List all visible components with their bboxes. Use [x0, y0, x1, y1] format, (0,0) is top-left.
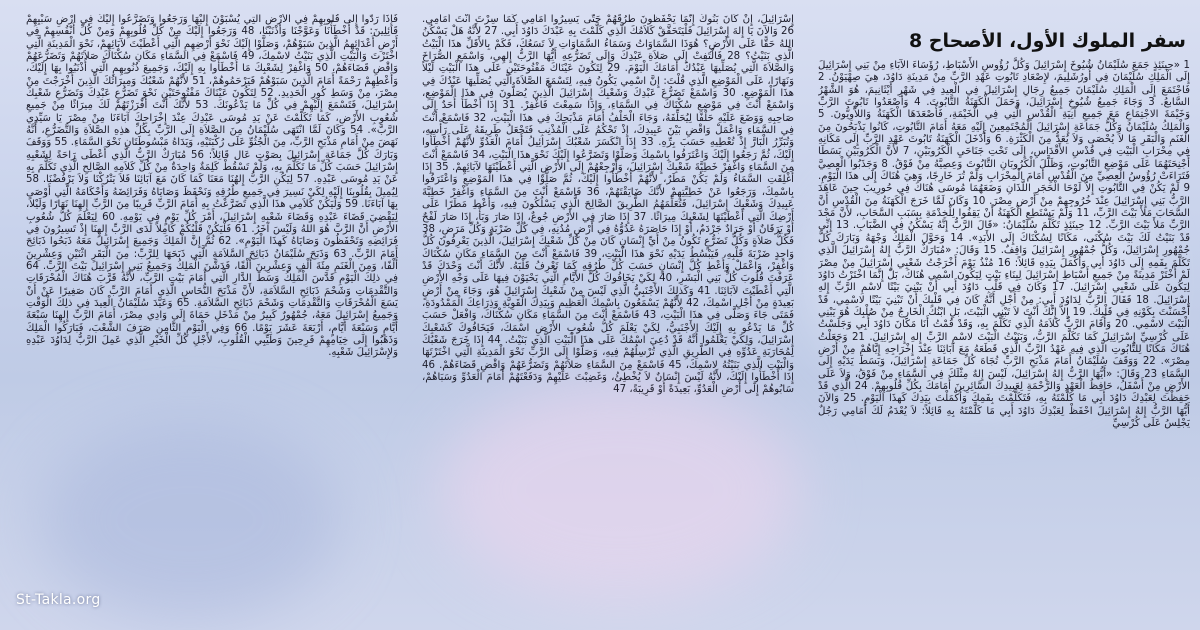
text-column-middle — [422, 14, 794, 624]
chapter-text-part-3: فَإِذَا رَدُّوا إِلَى قُلُوبِهِمْ فِي الأَرْضِ الَّتِي يُسْبَوْنَ إِلَيْهَا وَرَجَعُوا وَتَضَرَّعُوا إِلَيْكَ فِي أَرْضِ سَبْيِهِمْ قَائِلِينَ: قَدْ أَخْطَأْنَا وَعَوَّجْنَا وَأَذْنَبْنَا، 48 وَرَجَعُوا إِلَيْكَ مِنْ كُلِّ قُلُوبِهِمْ وَمِنْ كُلِّ أَنْفُسِهِمْ فِي أَرْضِ أَعْدَائِهِمُ الَّذِينَ سَبَوْهُمْ، وَصَلَّوْا إِلَيْكَ نَحْوَ أَرْضِهِمِ الَّتِي أَعْطَيْتَ لآبَائِهِمْ، نَحْوَ الْمَدِينَةِ الَّتِي اخْتَرْتَ وَالْبَيْتِ الَّذِي بَنَيْتُ لاسْمِكَ، 49 فَاسْمَعْ فِي السَّمَاءِ مَكَانِ سُكْنَاكَ صَلاَتَهُمْ وَتَضَرُّعَهُمْ وَاقْضِ قَضَاءَهُمْ، 50 وَاغْفِرْ لِشَعْبِكَ مَا أَخْطَأُوا بِهِ إِلَيْكَ، وَجَمِيعَ ذُنُوبِهِمِ الَّتِي أَذْنَبُوا بِهَا إِلَيْكَ، وَأَعْطِهِمْ رَحْمَةً أَمَامَ الَّذِينَ سَبَوْهُمْ فَيَرْحَمُوهُمْ، 51 لأَنَّهُمْ شَعْبُكَ وَمِيرَاثُكَ الَّذِينَ أَخْرَجْتَ مِنْ مِصْرَ، مِنْ وَسَطِ كُورِ الْحَدِيدِ. 52 لِتَكُونَ عَيْنَاكَ مَفْتُوحَتَيْنِ نَحْوَ تَضَرُّعِ عَبْدِكَ وَتَضَرُّعِ شَعْبِكَ إِسْرَائِيلَ، فَتَسْمَعَ إِلَيْهِمْ فِي كُلِّ مَا يَدْعُونَكَ. 53 لأَنَّكَ أَنْتَ أَفْرَزْتَهُمْ لَكَ مِيرَاثًا مِنْ جَمِيعِ شُعُوبِ الأَرْضِ، كَمَا تَكَلَّمْتَ عَنْ يَدِ مُوسَى عَبْدِكَ عِنْدَ إِخْرَاجِكَ آبَاءَنَا مِنْ مِصْرَ يَا سَيِّدِي الرَّبَّ». 54 وَكَانَ لَمَّا انْتَهَى سُلَيْمَانُ مِنَ الصَّلاَةِ إِلَى الرَّبِّ بِكُلِّ هذِهِ الصَّلاَةِ وَالتَّضَرُّعِ، أَنَّهُ نَهَضَ مِنْ أَمَامِ مَذْبَحِ الرَّبِّ، مِنَ الْجُثُوِّ عَلَى رُكْبَتَيْهِ، وَيَدَاهُ مَبْسُوطَتَانِ نَحْوَ السَّمَاءِ. 55 وَوَقَفَ وَبَارَكَ كُلَّ جَمَاعَةِ إِسْرَائِيلَ بِصَوْتٍ عَال قَائِلاً: 56 مُبَارَكٌ الرَّبُّ الَّذِي أَعْطَى رَاحَةً لِشَعْبِهِ إِسْرَائِيلَ حَسَبَ كُلِّ مَا تَكَلَّمَ بِهِ، وَلَمْ تَسْقُطْ كَلِمَةٌ وَاحِدَةٌ مِنْ كُلِّ كَلاَمِهِ الصَّالِحِ الَّذِي تَكَلَّمَ بِهِ عَنْ يَدِ مُوسَى عَبْدِهِ. 57 لِيَكُنِ الرَّبُّ إِلهُنَا مَعَنَا كَمَا كَانَ مَعَ آبَائِنَا فَلاَ يَتْرُكْنَا وَلاَ يَرْفُضْنَا. 58 لِيُمِيلَ بِقُلُوبِنَا إِلَيْهِ لِكَيْ نَسِيرَ فِي جَمِيعِ طُرُقِهِ وَنَحْفَظَ وَصَايَاهُ وَفَرَائِضَهُ وَأَحْكَامَهُ الَّتِي أَوْصَى بِهَا آبَاءَنَا. 59 وَلْيَكُنْ كَلاَمِي هذَا الَّذِي تَضَرَّعْتُ بِهِ أَمَامَ الرَّبِّ قَرِيبًا مِنَ الرَّبِّ إِلهِنَا نَهَارًا وَلَيْلاً، لِيَقْضِيَ قَضَاءَ عَبْدِهِ وَقَضَاءَ شَعْبِهِ إِسْرَائِيلَ، أَمْرَ كُلِّ يَوْمٍ فِي يَوْمِهِ. 60 لِيَعْلَمَ كُلُّ شُعُوبِ الأَرْضِ أَنَّ الرَّبَّ هُوَ اللهُ وَلَيْسَ آخَرُ. 61 فَلْيَكُنْ قَلْبُكُمْ كَامِلاً لَدَى الرَّبِّ إِلهِنَا إِذْ تَسِيرُونَ فِي فَرَائِضِهِ وَتَحْفَظُونَ وَصَايَاهُ كَهذَا الْيَوْمِ». 62 ثُمَّ إِنَّ الْمَلِكَ وَجَمِيعَ إِسْرَائِيلَ مَعَهُ ذَبَحُوا ذَبَائِحَ أَمَامَ الرَّبِّ. 63 وَذَبَحَ سُلَيْمَانُ ذَبَائِحَ السَّلاَمَةِ الَّتِي ذَبَحَهَا لِلرَّبِّ: مِنَ الْبَقَرِ اثْنَيْنِ وَعِشْرِينَ أَلْفًا، وَمِنَ الْغَنَمِ مِئَةَ أَلْفٍ وَعِشْرِينَ أَلْفًا، فَدَشَّنَ الْمَلِكُ وَجَمِيعُ بَنِي إِسْرَائِيلَ بَيْتَ الرَّبِّ. 64 فِي ذلِكَ الْيَوْمِ قَدَّسَ الْمَلِكُ وَسَطَ الدَّارِ الَّتِي أَمَامَ بَيْتِ الرَّبِّ، لأَنَّهُ قَرَّبَ هُنَاكَ الْمُحْرَقَاتِ وَالتَّقْدِمَاتِ وَشَحْمَ ذَبَائِحِ السَّلاَمَةِ، لأَنَّ مَذْبَحَ النُّحَاسِ الَّذِي أَمَامَ الرَّبِّ كَانَ صَغِيرًا عَنْ أَنْ يَسَعَ الْمُحْرَقَاتِ وَالتَّقْدِمَاتِ وَشَحْمَ ذَبَائِحِ السَّلاَمَةِ. 65 وَعَيَّدَ سُلَيْمَانُ الْعِيدَ فِي ذلِكَ الْوَقْتِ وَجَمِيعُ إِسْرَائِيلَ مَعَهُ، جُمْهُورٌ كَبِيرٌ مِنْ مَدْخَلِ حَمَاةَ إِلَى وَادِي مِصْرَ، أَمَامَ الرَّبِّ إِلهِنَا سَبْعَةَ أَيَّامٍ وَسَبْعَةَ أَيَّامٍ، أَرْبَعَةَ عَشَرَ يَوْمًا. 66 وَفِي الْيَوْمِ الثَّامِنِ صَرَفَ الشَّعْبَ، فَبَارَكُوا الْمَلِكَ وَذَهَبُوا إِلَى خِيَامِهِمْ فَرِحِينَ وَطَيِّبِي الْقُلُوبِ، لأَجْلِ كُلِّ الْخَيْرِ الَّذِي عَمِلَ الرَّبُّ لِدَاوُدَ عَبْدِهِ وَلإِسْرَائِيلَ شَعْبِهِ. — [26, 14, 398, 359]
chapter-text-part-2: إِسْرَائِيلَ، إِنْ كَانَ بَنُوكَ إِنَّمَا يَحْفَظُونَ طُرُقَهُمْ حَتَّى يَسِيرُوا أَمَامِي كَمَا سِرْتَ أَنْتَ أَمَامِي. 26 وَالآنَ يَا إِلهَ إِسْرَائِيلَ فَلْيَتَحَقَّقْ كَلاَمُكَ الَّذِي كَلَّمْتَ بِهِ عَبْدَكَ دَاوُدَ أَبِي. 27 لأَنَّهُ هَلْ يَسْكُنُ اللهُ حَقًّا عَلَى الأَرْضِ؟ هُوَذَا السَّمَاوَاتُ وَسَمَاءُ السَّمَاوَاتِ لاَ تَسَعُكَ، فَكَمْ بِالأَقَلِّ هذَا الْبَيْتُ الَّذِي بَنَيْتُ؟ 28 فَالْتَفِتْ إِلَى صَلاَةِ عَبْدِكَ وَإِلَى تَضَرُّعِهِ أَيُّهَا الرَّبُّ إِلهِي، وَاسْمَعِ الصُّرَاخَ وَالصَّلاَةَ الَّتِي يُصَلِّيهَا عَبْدُكَ أَمَامَكَ الْيَوْمَ. 29 لِتَكُونَ عَيْنَاكَ مَفْتُوحَتَيْنِ عَلَى هذَا الْبَيْتِ لَيْلاً وَنَهَارًا، عَلَى الْمَوْضِعِ الَّذِي قُلْتَ: إِنَّ اسْمِي يَكُونُ فِيهِ، لِتَسْمَعَ الصَّلاَةَ الَّتِي يُصَلِّيهَا عَبْدُكَ فِي هذَا الْمَوْضِعِ. 30 وَاسْمَعْ تَضَرُّعَ عَبْدِكَ وَشَعْبِكَ إِسْرَائِيلَ الَّذِينَ يُصَلُّونَ فِي هذَا الْمَوْضِعِ، وَاسْمَعْ أَنْتَ فِي مَوْضِعِ سُكْنَاكَ فِي السَّمَاءِ، وَإِذَا سَمِعْتَ فَاغْفِرْ. 31 إِذَا أَخْطَأَ أَحَدٌ إِلَى صَاحِبِهِ وَوَضَعَ عَلَيْهِ حَلْفًا لِيُحَلِّفَهُ، وَجَاءَ الْحَلْفُ أَمَامَ مَذْبَحِكَ فِي هذَا الْبَيْتِ، 32 فَاسْمَعْ أَنْتَ فِي السَّمَاءِ وَاعْمَلْ وَاقْضِ بَيْنَ عَبِيدِكَ، إِذْ تَحْكُمُ عَلَى الْمُذْنِبِ فَتَجْعَلُ طَرِيقَهُ عَلَى رَأْسِهِ، وَتُبَرِّرُ الْبَارَّ إِذْ تُعْطِيهِ حَسَبَ بِرِّهِ. 33 إِذَا انْكَسَرَ شَعْبُكَ إِسْرَائِيلُ أَمَامَ الْعَدُوِّ لأَنَّهُمْ أَخْطَأُوا إِلَيْكَ، ثُمَّ رَجَعُوا إِلَيْكَ وَاعْتَرَفُوا بِاسْمِكَ وَصَلَّوْا وَتَضَرَّعُوا إِلَيْكَ نَحْوَ هذَا الْبَيْتِ، 34 فَاسْمَعْ أَنْتَ مِنَ السَّمَاءِ وَاغْفِرْ خَطِيَّةَ شَعْبِكَ إِسْرَائِيلَ، وَأَرْجِعْهُمْ إِلَى الأَرْضِ الَّتِي أَعْطَيْتَهَا لآبَائِهِمْ. 35 إِذَا أُغْلِقَتِ السَّمَاءُ وَلَمْ يَكُنْ مَطَرٌ، لأَنَّهُمْ أَخْطَأُوا إِلَيْكَ، ثُمَّ صَلَّوْا فِي هذَا الْمَوْضِعِ وَاعْتَرَفُوا بِاسْمِكَ، وَرَجَعُوا عَنْ خَطِيَّتِهِمْ لأَنَّكَ ضَايَقْتَهُمْ، 36 فَاسْمَعْ أَنْتَ مِنَ السَّمَاءِ وَاغْفِرْ خَطِيَّةَ عَبِيدِكَ وَشَعْبِكَ إِسْرَائِيلَ، فَتُعَلِّمَهُمُ الطَّرِيقَ الصَّالِحَ الَّذِي يَسْلُكُونَ فِيهِ، وَأَعْطِ مَطَرًا عَلَى أَرْضِكَ الَّتِي أَعْطَيْتَهَا لِشَعْبِكَ مِيرَاثًا. 37 إِذَا صَارَ فِي الأَرْضِ جُوعٌ، إِذَا صَارَ وَبَأٌ، إِذَا صَارَ لَفْحٌ أَوْ يَرَقَانٌ أَوْ جَرَادٌ جَرْدَمٌ، أَوْ إِذَا حَاصَرَهُ عَدُوُّهُ فِي أَرْضِ مُدُنِهِ، فِي كُلِّ ضَرْبَةٍ وَكُلِّ مَرَضٍ، 38 فَكُلُّ صَلاَةٍ وَكُلُّ تَضَرُّعٍ تَكُونُ مِنْ أَيِّ إِنْسَانٍ كَانَ مِنْ كُلِّ شَعْبِكَ إِسْرَائِيلَ، الَّذِينَ يَعْرِفُونَ كُلُّ وَاحِدٍ ضَرْبَةَ قَلْبِهِ، فَيَبْسُطُ يَدَيْهِ نَحْوَ هذَا الْبَيْتِ، 39 فَاسْمَعْ أَنْتَ مِنَ السَّمَاءِ مَكَانِ سُكْنَاكَ وَاغْفِرْ، وَاعْمَلْ وَأَعْطِ كُلَّ إِنْسَانٍ حَسَبَ كُلِّ طُرُقِهِ كَمَا تَعْرِفُ قَلْبَهُ. لأَنَّكَ أَنْتَ وَحْدَكَ قَدْ عَرَفْتَ قُلُوبَ كُلِّ بَنِي الْبَشَرِ، 40 لِكَيْ يَخَافُوكَ كُلَّ الأَيَّامِ الَّتِي يَحْيَوْنَ فِيهَا عَلَى وَجْهِ الأَرْضِ الَّتِي أَعْطَيْتَ لآبَائِنَا. 41 وَكَذلِكَ الأَجْنَبِيُّ الَّذِي لَيْسَ مِنْ شَعْبِكَ إِسْرَائِيلَ هُوَ، وَجَاءَ مِنْ أَرْضٍ بَعِيدَةٍ مِنْ أَجْلِ اسْمِكَ، 42 لأَنَّهُمْ يَسْمَعُونَ بِاسْمِكَ الْعَظِيمِ وَبِيَدِكَ الْقَوِيَّةِ وَذِرَاعِكَ الْمَمْدُودَةِ، فَمَتَى جَاءَ وَصَلَّى فِي هذَا الْبَيْتِ، 43 فَاسْمَعْ أَنْتَ مِنَ السَّمَاءِ مَكَانِ سُكْنَاكَ، وَافْعَلْ حَسَبَ كُلِّ مَا يَدْعُو بِهِ إِلَيْكَ الأَجْنَبِيُّ، لِكَيْ يَعْلَمَ كُلُّ شُعُوبِ الأَرْضِ اسْمَكَ، فَيَخَافُوكَ كَشَعْبِكَ إِسْرَائِيلَ، وَلِكَيْ يَعْلَمُوا أَنَّهُ قَدْ دُعِيَ اسْمُكَ عَلَى هذَا الْبَيْتِ الَّذِي بَنَيْتُ. 44 إِذَا خَرَجَ شَعْبُكَ لِمُحَارَبَةِ عَدُوِّهِ فِي الطَّرِيقِ الَّذِي تُرْسِلُهُمْ فِيهِ، وَصَلَّوْا إِلَى الرَّبِّ نَحْوَ الْمَدِينَةِ الَّتِي اخْتَرْتَهَا وَالْبَيْتِ الَّذِي بَنَيْتُهُ لاسْمِكَ، 45 فَاسْمَعْ مِنَ السَّمَاءِ صَلاَتَهُمْ وَتَضَرُّعَهُمْ وَاقْضِ قَضَاءَهُمْ. 46 إِذَا أَخْطَأُوا إِلَيْكَ، لأَنَّهُ لَيْسَ إِنْسَانٌ لاَ يُخْطِئُ، وَغَضِبْتَ عَلَيْهِمْ وَدَفَعْتَهُمْ أَمَامَ الْعَدُوِّ وَسَبَاهُمْ، سَابُوهُمْ إِلَى أَرْضِ الْعَدُوِّ، بَعِيدَةً أَوْ قَرِيبَةً، 47 — [422, 14, 794, 396]
chapter-title: سفر الملوك الأول، الأصحاح 8 — [908, 30, 1186, 52]
text-column-right — [818, 6, 1190, 616]
text-column-left — [26, 14, 398, 624]
chapter-text-part-1: 1 «حِينَئِذٍ جَمَعَ سُلَيْمَانُ شُيُوخَ إِسْرَائِيلَ وَكُلَّ رُؤُوسِ الأَسْبَاطِ، رُؤَسَاءَ الآبَاءِ مِنْ بَنِي إِسْرَائِيلَ إِلَى الْمَلِكِ سُلَيْمَانَ فِي أُورُشَلِيمَ، لإِصْعَادِ تَابُوتِ عَهْدِ الرَّبِّ مِنْ مَدِينَةِ دَاوُدَ، هِيَ صِهْيَوْنُ. 2 فَاجْتَمَعَ إِلَى الْمَلِكِ سُلَيْمَانَ جَمِيعُ رِجَالِ إِسْرَائِيلَ فِي الْعِيدِ فِي شَهْرِ أَيْثَانِيمَ، هُوَ الشَّهْرُ السَّابعُ. 3 وَجَاءَ جَمِيعُ شُيُوخِ إِسْرَائِيلَ، وَحَمَلَ الْكَهَنَةُ التَّابُوتَ. 4 وَأَصْعَدُوا تَابُوتَ الرَّبِّ وَخَيْمَةَ الاجْتِمَاعِ مَعَ جَمِيعِ آنِيَةِ الْقُدْسِ الَّتِي فِي الْخَيْمَةِ، فَأَصْعَدَهَا الْكَهَنَةُ وَاللاَّوِيُّونَ. 5 وَالْمَلِكُ سُلَيْمَانُ وَكُلُّ جَمَاعَةِ إِسْرَائِيلَ الْمُجْتَمِعِينَ إِلَيْهِ مَعَهُ أَمَامَ التَّابُوتِ، كَانُوا يَذْبَحُونَ مِنَ الْغَنَمِ وَالْبَقَرِ مَا لاَ يُحْصَى وَلاَ يُعَدُّ مِنَ الْكَثْرَةِ. 6 وَأَدْخَلَ الْكَهَنَةُ تَابُوتَ عَهْدِ الرَّبِّ إِلَى مَكَانِهِ فِي مِحْرَابِ الْبَيْتِ فِي قُدْسِ الأَقْدَاسِ، إِلَى تَحْتِ جَنَاحَيِ الْكَرُوبَيْنِ، 7 لأَنَّ الْكَرُوبَيْنِ بَسَطَا أَجْنِحَتَهُمَا عَلَى مَوْضِعِ التَّابُوتِ، وَظَلَّلَ الْكَرُوبَانِ التَّابُوتَ وَعِصِيَّهُ مِنْ فَوْقُ. 8 وَجَذَبُوا الْعِصِيَّ فَتَرَاءَتْ رُؤُوسُ الْعِصِيِّ مِنَ الْقُدْسِ أَمَامَ الْمِحْرَابِ وَلَمْ تُرَ خَارِجًا، وَهِيَ هُنَاكَ إِلَى هذَا الْيَوْمِ. 9 لَمْ يَكُنْ فِي التَّابُوتِ إِلاَّ لَوْحَا الْحَجَرِ اللَّذَانِ وَضَعَهُمَا مُوسَى هُنَاكَ فِي حُورِيبَ حِينَ عَاهَدَ الرَّبُّ بَنِي إِسْرَائِيلَ عِنْدَ خُرُوجِهِمْ مِنْ أَرْضِ مِصْرَ. 10 وَكَانَ لَمَّا خَرَجَ الْكَهَنَةُ مِنَ الْقُدْسِ أَنَّ السَّحَابَ مَلأَ بَيْتَ الرَّبِّ، 11 وَلَمْ يَسْتَطِعِ الْكَهَنَةُ أَنْ يَقِفُوا لِلْخِدْمَةِ بِسَبَبِ السَّحَابِ، لأَنَّ مَجْدَ الرَّبِّ مَلأَ بَيْتَ الرَّبِّ. 12 حِينَئِذٍ تَكَلَّمَ سُلَيْمَانُ: «قَالَ الرَّبُّ إِنَّهُ يَسْكُنُ فِي الضَّبَابِ. 13 إِنِّي قَدْ بَنَيْتُ لَكَ بَيْتَ سُكْنَى، مَكَانًا لِسُكْنَاكَ إِلَى الأَبَدِ». 14 وَحَوَّلَ الْمَلِكُ وَجْهَهُ وَبَارَكَ كُلَّ جُمْهُورِ إِسْرَائِيلَ، وَكُلُّ جُمْهُورِ إِسْرَائِيلَ وَاقِفٌ. 15 وَقَالَ: «مُبَارَكٌ الرَّبُّ إِلهُ إِسْرَائِيلَ الَّذِي تَكَلَّمَ بِفَمِهِ إِلَى دَاوُدَ أَبِي وَأَكْمَلَ بِيَدِهِ قَائِلاً: 16 مُنْذُ يَوْمَ أَخْرَجْتُ شَعْبِي إِسْرَائِيلَ مِنْ مِصْرَ لَمْ أَخْتَرْ مَدِينَةً مِنْ جَمِيعِ أَسْبَاطِ إِسْرَائِيلَ لِبِنَاءِ بَيْتٍ لِيَكُونَ اسْمِي هُنَاكَ، بَلْ إِنَّمَا اخْتَرْتُ دَاوُدَ لِيَكُونَ عَلَى شَعْبِي إِسْرَائِيلَ. 17 وَكَانَ فِي قَلْبِ دَاوُدَ أَبِي أَنْ يَبْنِيَ بَيْتًا لاسْمِ الرَّبِّ إِلهِ إِسْرَائِيلَ. 18 فَقَالَ الرَّبُّ لِدَاوُدَ أَبِي: مِنْ أَجْلِ أَنَّهُ كَانَ فِي قَلْبِكَ أَنْ تَبْنِيَ بَيْتًا لاسْمِي، قَدْ أَحْسَنْتَ بِكَوْنِهِ فِي قَلْبِكَ. 19 إِلاَّ إِنَّكَ أَنْتَ لاَ تَبْنِي الْبَيْتَ، بَلِ ابْنُكَ الْخَارِجُ مِنْ صُلْبِكَ هُوَ يَبْنِي الْبَيْتَ لاسْمِي. 20 وَأَقَامَ الرَّبُّ كَلاَمَهُ الَّذِي تَكَلَّمَ بِهِ، وَقَدْ قُمْتُ أَنَا مَكَانَ دَاوُدَ أَبِي وَجَلَسْتُ عَلَى كُرْسِيِّ إِسْرَائِيلَ كَمَا تَكَلَّمَ الرَّبُّ، وَبَنَيْتُ الْبَيْتَ لاسْمِ الرَّبِّ إِلهِ إِسْرَائِيلَ. 21 وَجَعَلْتُ هُنَاكَ مَكَانًا لِلتَّابُوتِ الَّذِي فِيهِ عَهْدُ الرَّبِّ الَّذِي قَطَعَهُ مَعَ آبَائِنَا عِنْدَ إِخْرَاجِهِ إِيَّاهُمْ مِنْ أَرْضِ مِصْرَ». 22 وَوَقَفَ سُلَيْمَانُ أَمَامَ مَذْبَحِ الرَّبِّ تُجَاهَ كُلِّ جَمَاعَةِ إِسْرَائِيلَ، وَبَسَطَ يَدَيْهِ إِلَى السَّمَاءِ 23 وَقَالَ: «أَيُّهَا الرَّبُّ إِلهُ إِسْرَائِيلَ، لَيْسَ إِلهٌ مِثْلَكَ فِي السَّمَاءِ مِنْ فَوْقُ، وَلاَ عَلَى الأَرْضِ مِنْ أَسْفَلُ، حَافِظُ الْعَهْدِ وَالرَّحْمَةِ لِعَبِيدِكَ السَّائِرِينَ أَمَامَكَ بِكُلِّ قُلُوبِهِمْ. 24 الَّذِي قَدْ حَفِظْتَ لِعَبْدِكَ دَاوُدَ أَبِي مَا كَلَّمْتَهُ بِهِ، فَتَكَلَّمْتَ بِفَمِكَ وَأَكْمَلْتَ بِيَدِكَ كَهذَا الْيَوْمِ. 25 وَالآنَ أَيُّهَا الرَّبُّ إِلهُ إِسْرَائِيلَ احْفَظْ لِعَبْدِكَ دَاوُدَ أَبِي مَا كَلَّمْتَهُ بِهِ قَائِلاً: لاَ يُعْدَمُ لَكَ أَمَامِي رَجُلٌ يَجْلِسُ عَلَى كُرْسِيِّ — [818, 60, 1190, 429]
site-watermark: St-Takla.org — [16, 592, 101, 608]
scripture-page — [14, 6, 1190, 622]
